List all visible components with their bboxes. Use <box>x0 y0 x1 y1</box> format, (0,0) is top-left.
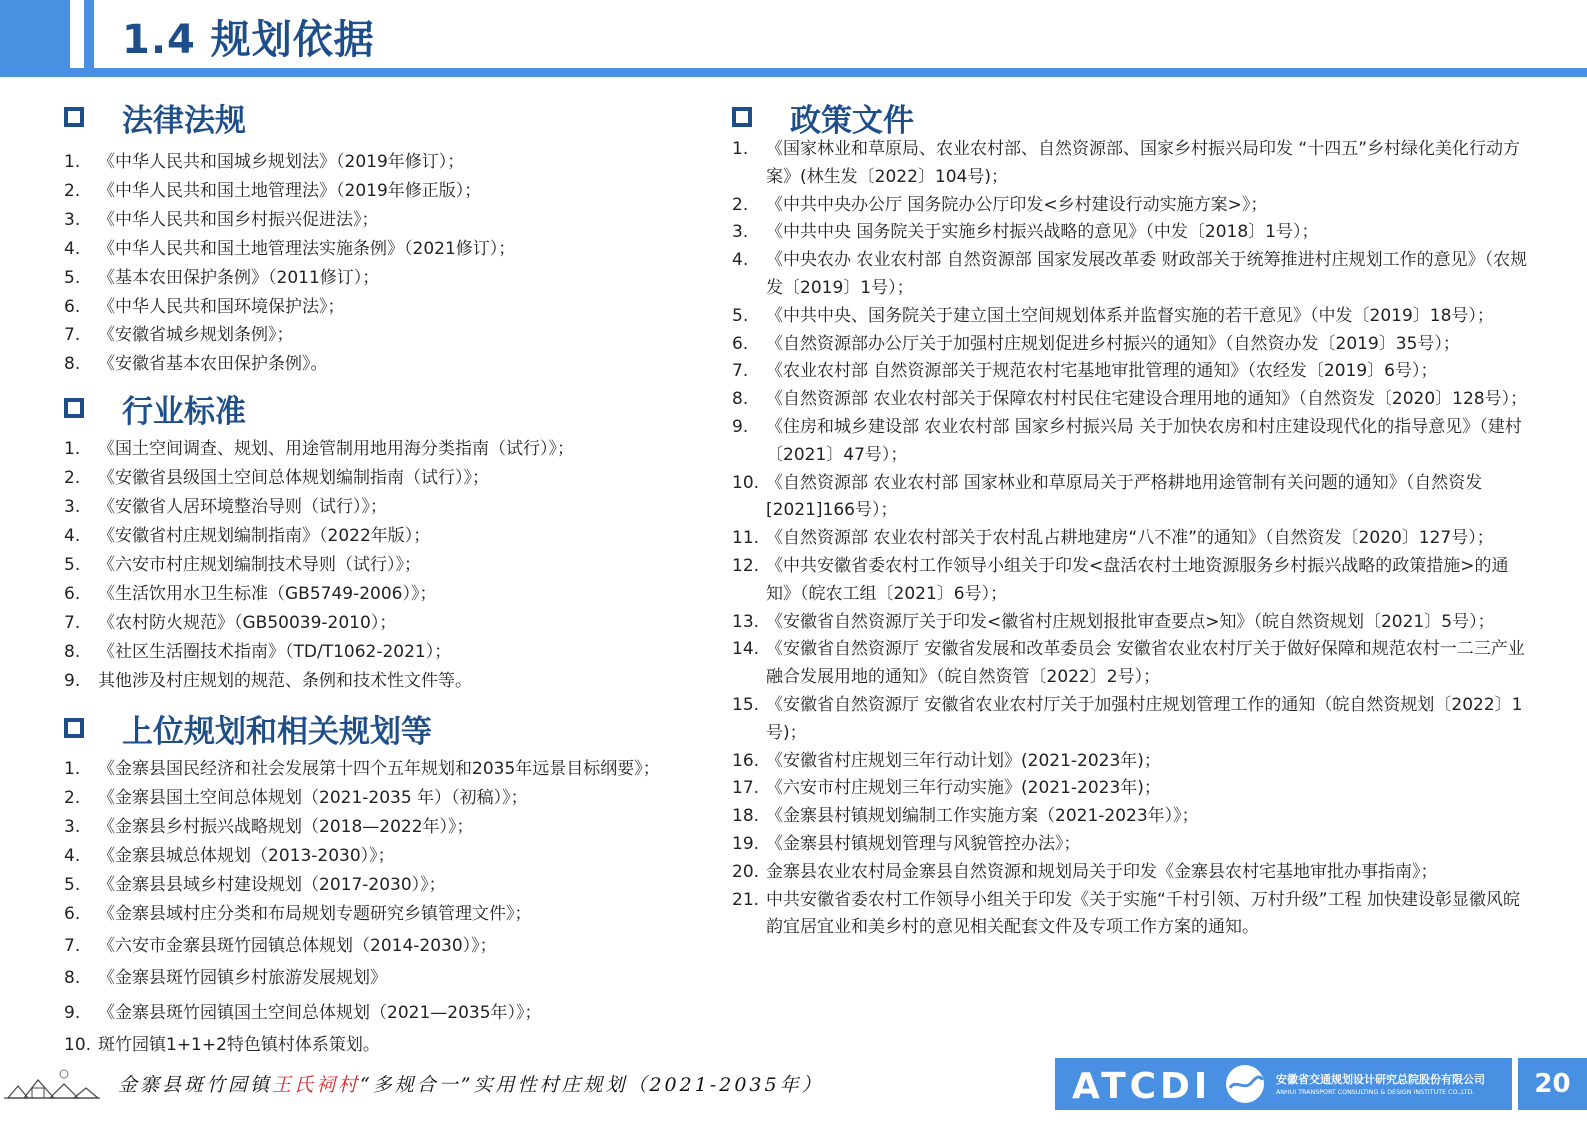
item-number: 20. <box>732 861 760 882</box>
list-item <box>64 293 714 322</box>
page-number: 20 <box>1518 1058 1587 1110</box>
list-item <box>732 192 1532 220</box>
list-item <box>64 609 714 638</box>
company-logo: ATCDI <box>1072 1066 1212 1107</box>
item-text: 《金寨县城总体规划（2013-2030）》； <box>98 846 395 867</box>
item-number: 6. <box>64 903 81 924</box>
footer-text-prefix: 金寨县斑竹园镇 <box>118 1074 273 1096</box>
item-number: 10. <box>64 1034 92 1055</box>
item-number: 4. <box>64 525 81 546</box>
list-item <box>64 932 714 961</box>
section-heading-policy <box>732 92 1532 142</box>
item-number: 1. <box>64 152 81 172</box>
item-number: 7. <box>64 325 81 346</box>
standards-list <box>64 435 714 695</box>
company-name-en: ANHUI TRANSPORT CONSULTING & DESIGN INSTITUTE CO.,LTD. <box>1276 1089 1475 1096</box>
item-text: 中共安徽省委农村工作领导小组关于印发《关于实施“千村引领、万村升级”工程 加快建设彰显徽风皖韵宜居宜业和美乡村的意见相关配套文件及专项工作方案的通知。 <box>766 889 1521 938</box>
item-number: 4. <box>64 846 81 867</box>
item-number: 21. <box>732 889 760 910</box>
item-text: 《自然资源部 农业农村部 国家林业和草原局关于严格耕地用途管制有关问题的通知》（自然资发[2021]166号）； <box>766 472 1483 521</box>
list-item <box>64 964 714 993</box>
list-item <box>64 148 714 177</box>
item-number: 12. <box>732 555 760 576</box>
item-text: 《住房和城乡建设部 农业农村部 国家乡村振兴局 关于加快农房和村庄建设现代化的指导意见》（建村〔2021〕47号）； <box>766 416 1522 465</box>
item-text: 《金寨县斑竹园镇国土空间总体规划（2021—2035年）》； <box>98 1002 542 1023</box>
checkbox-square-icon <box>64 107 84 127</box>
item-text: 《六安市村庄规划三年行动实施》(2021-2023年)； <box>766 778 1161 799</box>
list-item <box>732 553 1532 609</box>
item-number: 2. <box>732 194 749 215</box>
item-text: 《中华人民共和国土地管理法》（2019年修正版）； <box>98 180 482 201</box>
item-number: 1. <box>732 139 749 159</box>
header-accent-block <box>0 0 70 68</box>
list-item <box>64 999 714 1028</box>
item-text: 《安徽省自然资源厅 安徽省发展和改革委员会 安徽省农业农村厅关于做好保障和规范农村一二三产业融合发展用地的通知》（皖自然资管〔2022〕2号）； <box>766 639 1525 688</box>
item-text: 《自然资源部 农业农村部关于保障农村村民住宅建设合理用地的通知》（自然资发〔2020〕128号）； <box>766 389 1528 410</box>
list-item <box>64 464 714 493</box>
list-item <box>732 136 1532 192</box>
item-text: 《中共中央 国务院关于实施乡村振兴战略的意见》（中发〔2018〕1号）； <box>766 222 1319 243</box>
list-item <box>64 667 714 696</box>
header-accent-stripe <box>84 0 94 68</box>
item-text: 《安徽省城乡规划条例》； <box>98 325 294 346</box>
item-number: 18. <box>732 806 760 827</box>
list-item <box>732 525 1532 553</box>
footer-village-name: 王氏祠村 <box>272 1074 361 1096</box>
item-number: 1. <box>64 759 81 780</box>
list-item <box>64 842 714 871</box>
item-text: 《自然资源部 农业农村部关于农村乱占耕地建房“八不准”的通知》（自然资发〔2020〕127号）； <box>766 528 1494 549</box>
item-number: 2. <box>64 180 81 201</box>
list-item <box>64 235 714 264</box>
list-item <box>732 470 1532 526</box>
plans-list <box>64 755 714 1059</box>
item-text: 《金寨县乡村振兴战略规划（2018—2022年）》； <box>98 817 474 838</box>
item-number: 5. <box>64 554 81 575</box>
checkbox-square-icon <box>64 718 84 738</box>
item-number: 3. <box>64 209 81 230</box>
item-text: 《六安市金寨县斑竹园镇总体规划（2014-2030）》； <box>98 935 497 956</box>
item-text: 《金寨县域村庄分类和布局规划专题研究乡镇管理文件》； <box>98 903 532 924</box>
item-text: 《社区生活圈技术指南》（TD/T1062-2021）； <box>98 641 452 662</box>
item-number: 4. <box>64 238 81 259</box>
item-number: 6. <box>732 333 749 354</box>
item-number: 2. <box>64 468 81 489</box>
list-item <box>732 636 1532 692</box>
item-number: 8. <box>64 967 81 988</box>
item-number: 17. <box>732 778 760 799</box>
item-text: 《中共中央、国务院关于建立国土空间规划体系并监督实施的若干意见》（中发〔2019〕18号）； <box>766 305 1494 326</box>
list-item <box>732 386 1532 414</box>
item-number: 9. <box>64 1002 81 1023</box>
section-title: 行业标准 <box>122 393 246 430</box>
footer-project-title <box>118 1070 824 1097</box>
item-number: 7. <box>64 935 81 956</box>
item-number: 9. <box>732 416 749 437</box>
list-item <box>732 775 1532 803</box>
list-item <box>64 264 714 293</box>
item-text: 《中共中央办公厅 国务院办公厅印发<乡村建设行动实施方案>》； <box>766 194 1268 215</box>
item-text: 斑竹园镇1+1+2特色镇村体系策划。 <box>98 1034 380 1055</box>
list-item <box>64 813 714 842</box>
item-text: 《安徽省村庄规划编制指南》（2022年版）； <box>98 525 431 546</box>
list-item <box>64 350 714 379</box>
list-item <box>64 638 714 667</box>
item-text: 《中华人民共和国城乡规划法》（2019年修订）； <box>98 152 465 172</box>
section-title: 上位规划和相关规划等 <box>122 713 432 750</box>
section-title: 政策文件 <box>790 102 914 139</box>
item-text: 《农业农村部 自然资源部关于规范农村宅基地审批管理的通知》（农经发〔2019〕6号）； <box>766 361 1438 382</box>
list-item <box>732 887 1532 943</box>
item-text: 《金寨县村镇规划管理与风貌管控办法》； <box>766 833 1081 854</box>
item-text: 《安徽省县级国土空间总体规划编制指南（试行）》； <box>98 468 489 489</box>
list-item <box>732 803 1532 831</box>
list-item <box>732 831 1532 859</box>
item-text: 《国家林业和草原局、农业农村部、自然资源部、国家乡村振兴局印发 “十四五”乡村绿化美化行动方案》(林生发〔2022〕104号)； <box>766 139 1521 187</box>
checkbox-square-icon <box>732 107 752 127</box>
list-item <box>732 859 1532 887</box>
list-item <box>64 321 714 350</box>
item-number: 7. <box>732 361 749 382</box>
item-number: 2. <box>64 788 81 809</box>
list-item <box>64 177 714 206</box>
item-number: 5. <box>64 267 81 288</box>
item-number: 8. <box>732 389 749 410</box>
item-text: 《安徽省基本农田保护条例》。 <box>98 354 328 375</box>
item-text: 《安徽省村庄规划三年行动计划》(2021-2023年)； <box>766 750 1161 771</box>
item-number: 8. <box>64 354 81 375</box>
item-text: 《六安市村庄规划编制技术导则（试行）》； <box>98 554 421 575</box>
item-text: 《金寨县国土空间总体规划（2021-2035 年）（初稿）》； <box>98 788 528 809</box>
footer-text-suffix: “多规合一”实用性村庄规划（2021-2035年） <box>360 1074 824 1096</box>
item-text: 《中华人民共和国环境保护法》； <box>98 296 345 317</box>
list-item <box>64 900 714 929</box>
header-gap <box>70 0 84 68</box>
item-number: 5. <box>64 875 81 896</box>
policy-list <box>732 136 1532 942</box>
list-item <box>732 247 1532 303</box>
item-text: 《安徽省自然资源厅关于印发<徽省村庄规划报批审查要点>知》（皖自然资规划〔2021〕5号）； <box>766 611 1495 632</box>
list-item <box>64 871 714 900</box>
list-item <box>732 358 1532 386</box>
checkbox-square-icon <box>64 398 84 418</box>
list-item <box>64 1031 714 1060</box>
item-text: 《安徽省自然资源厅 安徽省农业农村厅关于加强村庄规划管理工作的通知（皖自然资规划〔2022〕1号)； <box>766 694 1523 743</box>
section-heading-standards <box>64 383 714 433</box>
list-item <box>64 206 714 235</box>
list-item <box>732 303 1532 331</box>
company-name-cn: 安徽省交通规划设计研究总院股份有限公司 <box>1276 1073 1485 1086</box>
header-underline <box>0 68 1587 77</box>
item-number: 3. <box>64 817 81 838</box>
item-number: 3. <box>64 497 81 518</box>
item-text: 《中华人民共和国乡村振兴促进法》； <box>98 209 379 230</box>
item-text: 金寨县农业农村局金寨县自然资源和规划局关于印发《金寨县农村宅基地审批办事指南》； <box>766 861 1438 882</box>
list-item <box>64 784 714 813</box>
item-text: 《基本农田保护条例》（2011修订）； <box>98 267 380 288</box>
right-column <box>732 92 1532 942</box>
village-sketch-icon <box>4 1064 100 1104</box>
left-column <box>64 92 714 1059</box>
list-item <box>732 331 1532 359</box>
item-number: 7. <box>64 612 81 633</box>
item-text: 《农村防火规范》（GB50039-2010）； <box>98 612 397 633</box>
item-number: 6. <box>64 296 81 317</box>
item-number: 13. <box>732 611 760 632</box>
list-item <box>732 414 1532 470</box>
item-number: 4. <box>732 250 749 271</box>
list-item <box>732 748 1532 776</box>
item-number: 11. <box>732 528 760 549</box>
list-item <box>64 522 714 551</box>
item-text: 《中共安徽省委农村工作领导小组关于印发<盘活农村土地资源服务乡村振兴战略的政策措施>的通知》（皖农工组〔2021〕6号）； <box>766 555 1509 604</box>
list-item <box>64 755 714 784</box>
item-text: 《中华人民共和国土地管理法实施条例》（2021修订）； <box>98 238 516 259</box>
page-title: 1.4 规划依据 <box>122 17 375 63</box>
item-number: 19. <box>732 833 760 854</box>
item-number: 5. <box>732 305 749 326</box>
item-text: 《中央农办 农业农村部 自然资源部 国家发展改革委 财政部关于统筹推进村庄规划工作的意见》（农规发〔2019〕1号）； <box>766 250 1528 298</box>
item-text: 《自然资源部办公厅关于加强村庄规划促进乡村振兴的通知》（自然资办发〔2019〕35号）； <box>766 333 1460 354</box>
item-number: 8. <box>64 641 81 662</box>
item-number: 15. <box>732 694 760 715</box>
list-item <box>732 609 1532 637</box>
item-number: 14. <box>732 639 760 660</box>
item-text: 《生活饮用水卫生标准（GB5749-2006）》； <box>98 583 437 604</box>
laws-list <box>64 148 714 379</box>
company-emblem-icon <box>1222 1062 1268 1106</box>
item-number: 6. <box>64 583 81 604</box>
section-heading-laws <box>64 92 714 142</box>
item-text: 《金寨县县域乡村建设规划（2017-2030）》； <box>98 875 446 896</box>
item-number: 16. <box>732 750 760 771</box>
list-item <box>64 435 714 464</box>
item-number: 9. <box>64 670 81 691</box>
item-number: 10. <box>732 472 760 493</box>
list-item <box>732 219 1532 247</box>
item-text: 《国土空间调查、规划、用途管制用地用海分类指南（试行）》； <box>98 439 574 460</box>
item-text: 《金寨县村镇规划编制工作实施方案（2021-2023年）》； <box>766 806 1199 827</box>
item-text: 其他涉及村庄规划的规范、条例和技术性文件等。 <box>98 670 472 691</box>
item-text: 《金寨县国民经济和社会发展第十四个五年规划和2035年远景目标纲要》； <box>98 759 660 780</box>
item-number: 3. <box>732 222 749 243</box>
item-number: 1. <box>64 439 81 460</box>
list-item <box>64 493 714 522</box>
section-heading-plans <box>64 703 714 753</box>
list-item <box>64 580 714 609</box>
section-title: 法律法规 <box>122 102 246 139</box>
list-item <box>64 551 714 580</box>
item-text: 《安徽省人居环境整治导则（试行）》； <box>98 497 387 518</box>
item-text: 《金寨县斑竹园镇乡村旅游发展规划》 <box>98 967 387 988</box>
list-item <box>732 692 1532 748</box>
